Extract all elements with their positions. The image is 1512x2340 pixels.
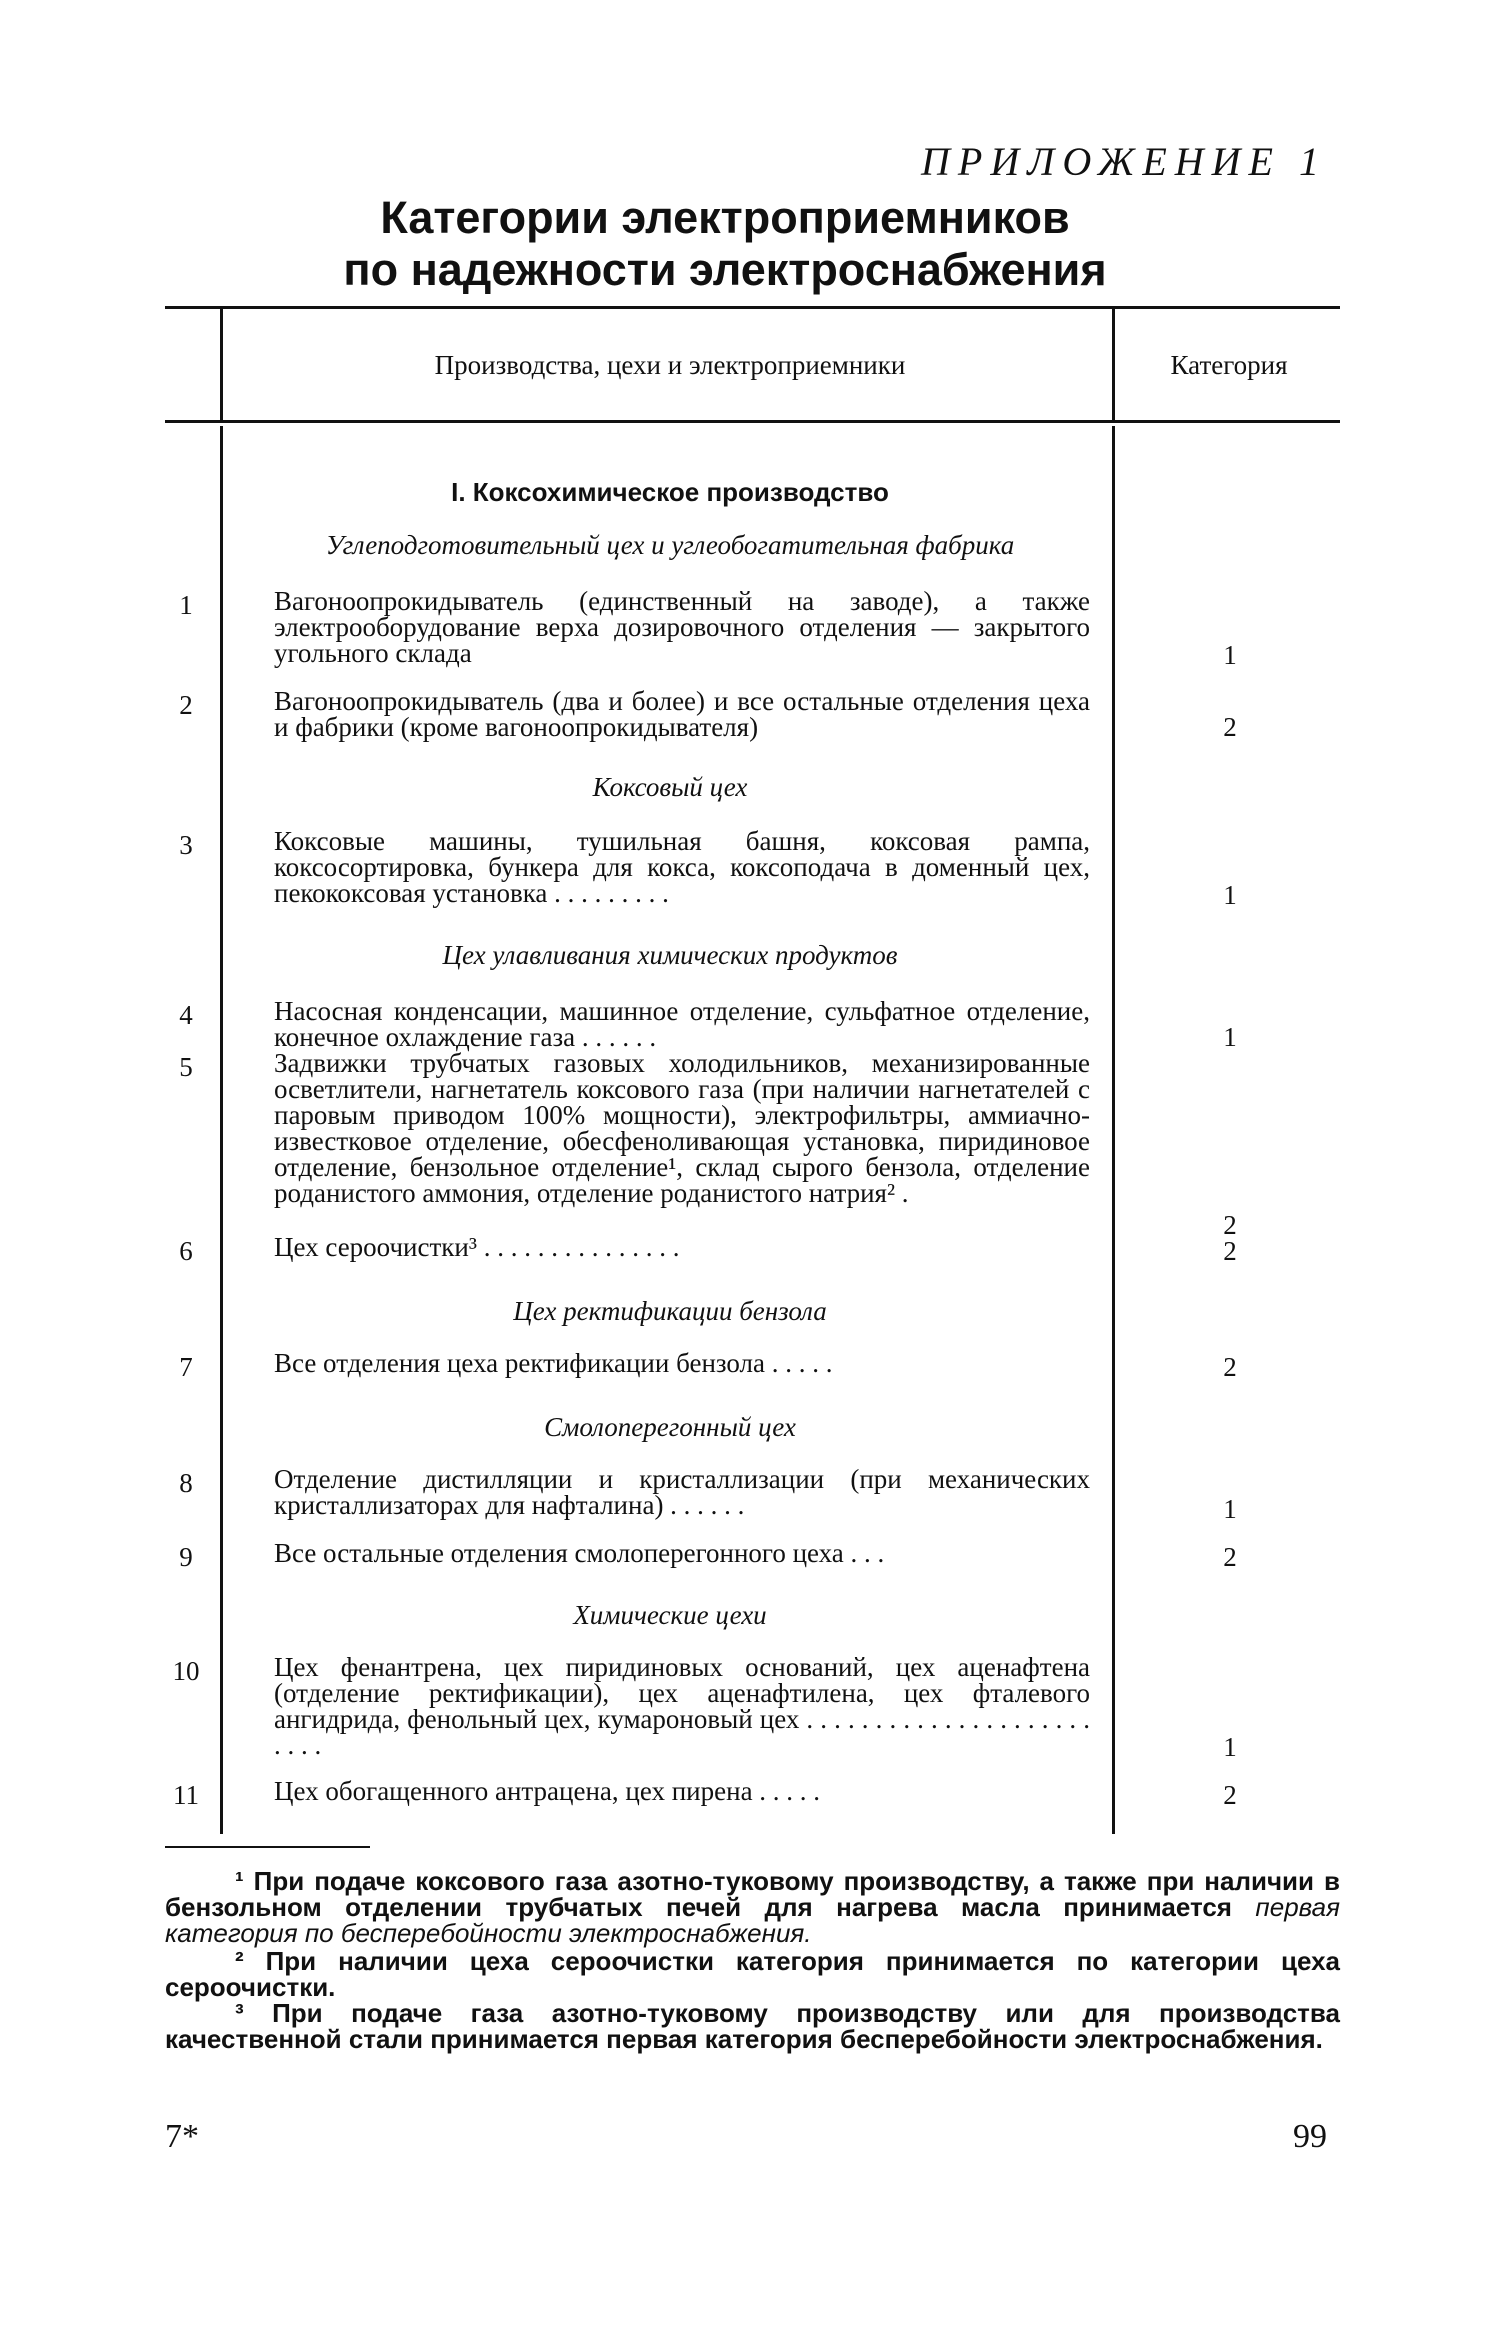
row-description: Все отделения цеха ректификации бензола . . . . . <box>274 1348 833 1378</box>
footnote-1-text: ¹ При подаче коксового газа азотно-туковому производству, а также при наличии в бензольном отделении трубчатых печей для нагрева масла принимается <box>165 1866 1340 1922</box>
title-line-2: по надежности электроснабжения <box>343 244 1107 295</box>
subsection-title: Углеподготовительный цех и углеобогатительная фабрика <box>325 530 1015 560</box>
row-description: Цех сероочистки³ . . . . . . . . . . . . . . . <box>274 1232 680 1262</box>
table-top-rule <box>165 306 1340 309</box>
row-category: 2 <box>1223 1780 1237 1810</box>
row-description: Задвижки трубчатых газовых холодильников, механизированные осветлители, нагнетатель коксового газа (при наличии нагнетателей с паровым приводом 100% мощности), электрофильтры, аммиачно-известковое отделение, обесфеноливающая установка, пиридиновое отделение, бензольное отделение¹, склад сырого бензола, отделение роданистого аммония, отделение роданистого натрия² . <box>274 1048 1090 1208</box>
row-category: 1 <box>1223 1022 1237 1052</box>
col-header-description: Производства, цехи и электроприемники <box>434 350 906 380</box>
row-category: 1 <box>1223 1494 1237 1524</box>
row-description: Цех обогащенного антрацена, цех пирена . . . . . <box>274 1776 821 1806</box>
signature-mark: 7* <box>165 2118 199 2155</box>
header-right-divider <box>1112 306 1115 420</box>
subsection-title: Коксовый цех <box>592 772 748 802</box>
row-category: 2 <box>1223 1352 1237 1382</box>
subsection-title: Цех улавливания химических продуктов <box>442 940 898 970</box>
table-header-rule <box>165 420 1340 423</box>
body-right-divider <box>1112 426 1115 1834</box>
row-description: Коксовые машины, тушильная башня, коксовая рампа, коксосортировка, бункера для кокса, коксоподача в доменный цех, пекококсовая установка . . . . . . . . . <box>274 826 1090 908</box>
row-category: 2 <box>1223 1542 1237 1572</box>
row-number: 4 <box>179 1000 193 1030</box>
subsection-title: Смолоперегонный цех <box>544 1412 796 1442</box>
page-title <box>0 192 1450 296</box>
col-header-category: Категория <box>1170 350 1288 380</box>
row-category: 1 <box>1223 880 1237 910</box>
row-number: 7 <box>179 1352 193 1382</box>
row-number: 3 <box>179 830 193 860</box>
subsection-title: Химические цехи <box>573 1600 767 1630</box>
row-description: Вагоноопрокидыватель (единственный на заводе), а также электрооборудование верха дозировочного отделения — закрытого угольного склада <box>274 586 1090 668</box>
row-description: Насосная конденсации, машинное отделение, сульфатное отделение, конечное охлаждение газа . . . . . . <box>274 996 1090 1052</box>
row-category: 2 <box>1223 712 1237 742</box>
row-number: 9 <box>179 1542 193 1572</box>
row-category: 2 <box>1223 1236 1237 1266</box>
footnote-1-italic: первая категория по бесперебойности электроснабжения. <box>165 1892 1340 1948</box>
row-number: 8 <box>179 1468 193 1498</box>
header-left-divider <box>220 306 223 420</box>
row-number: 5 <box>179 1052 193 1082</box>
row-category: 1 <box>1223 1732 1237 1762</box>
footnote-3: ³ При подаче газа азотно-туковому производству или для производства качественной стали принимается первая категория бесперебойности электроснабжения. <box>165 1998 1340 2054</box>
row-number: 1 <box>179 590 193 620</box>
row-category: 1 <box>1223 640 1237 670</box>
row-category: 2 <box>1223 1210 1237 1240</box>
footnote-separator <box>165 1846 370 1848</box>
row-number: 11 <box>173 1780 199 1810</box>
row-number: 6 <box>179 1236 193 1266</box>
page-number: 99 <box>1293 2118 1327 2155</box>
section-title: I. Коксохимическое производство <box>451 477 889 507</box>
row-description: Отделение дистилляции и кристаллизации (при механических кристаллизаторах для нафталина) . . . . . . <box>274 1464 1090 1520</box>
title-line-1: Категории электроприемников <box>380 192 1070 243</box>
row-number: 10 <box>172 1656 200 1686</box>
subsection-title: Цех ректификации бензола <box>513 1296 827 1326</box>
row-description: Цех фенантрена, цех пиридиновых оснований, цех аценафтена (отделение ректификации), цех аценафтилена, цех фталевого ангидрида, фенольный цех, кумароновый цех . . . . . . . . . . . . . . . . . . . . . . . . . <box>274 1652 1090 1760</box>
row-number: 2 <box>179 690 193 720</box>
appendix-label: ПРИЛОЖЕНИЕ 1 <box>921 139 1327 184</box>
footnote-2: ² При наличии цеха сероочистки категория принимается по категории цеха сероочистки. <box>165 1946 1340 2002</box>
row-description: Вагоноопрокидыватель (два и более) и все остальные отделения цеха и фабрики (кроме вагоноопрокидывателя) <box>274 686 1090 742</box>
footnote-1 <box>165 1868 1340 1946</box>
body-left-divider <box>220 426 223 1834</box>
row-description: Все остальные отделения смолоперегонного цеха . . . <box>274 1538 885 1568</box>
